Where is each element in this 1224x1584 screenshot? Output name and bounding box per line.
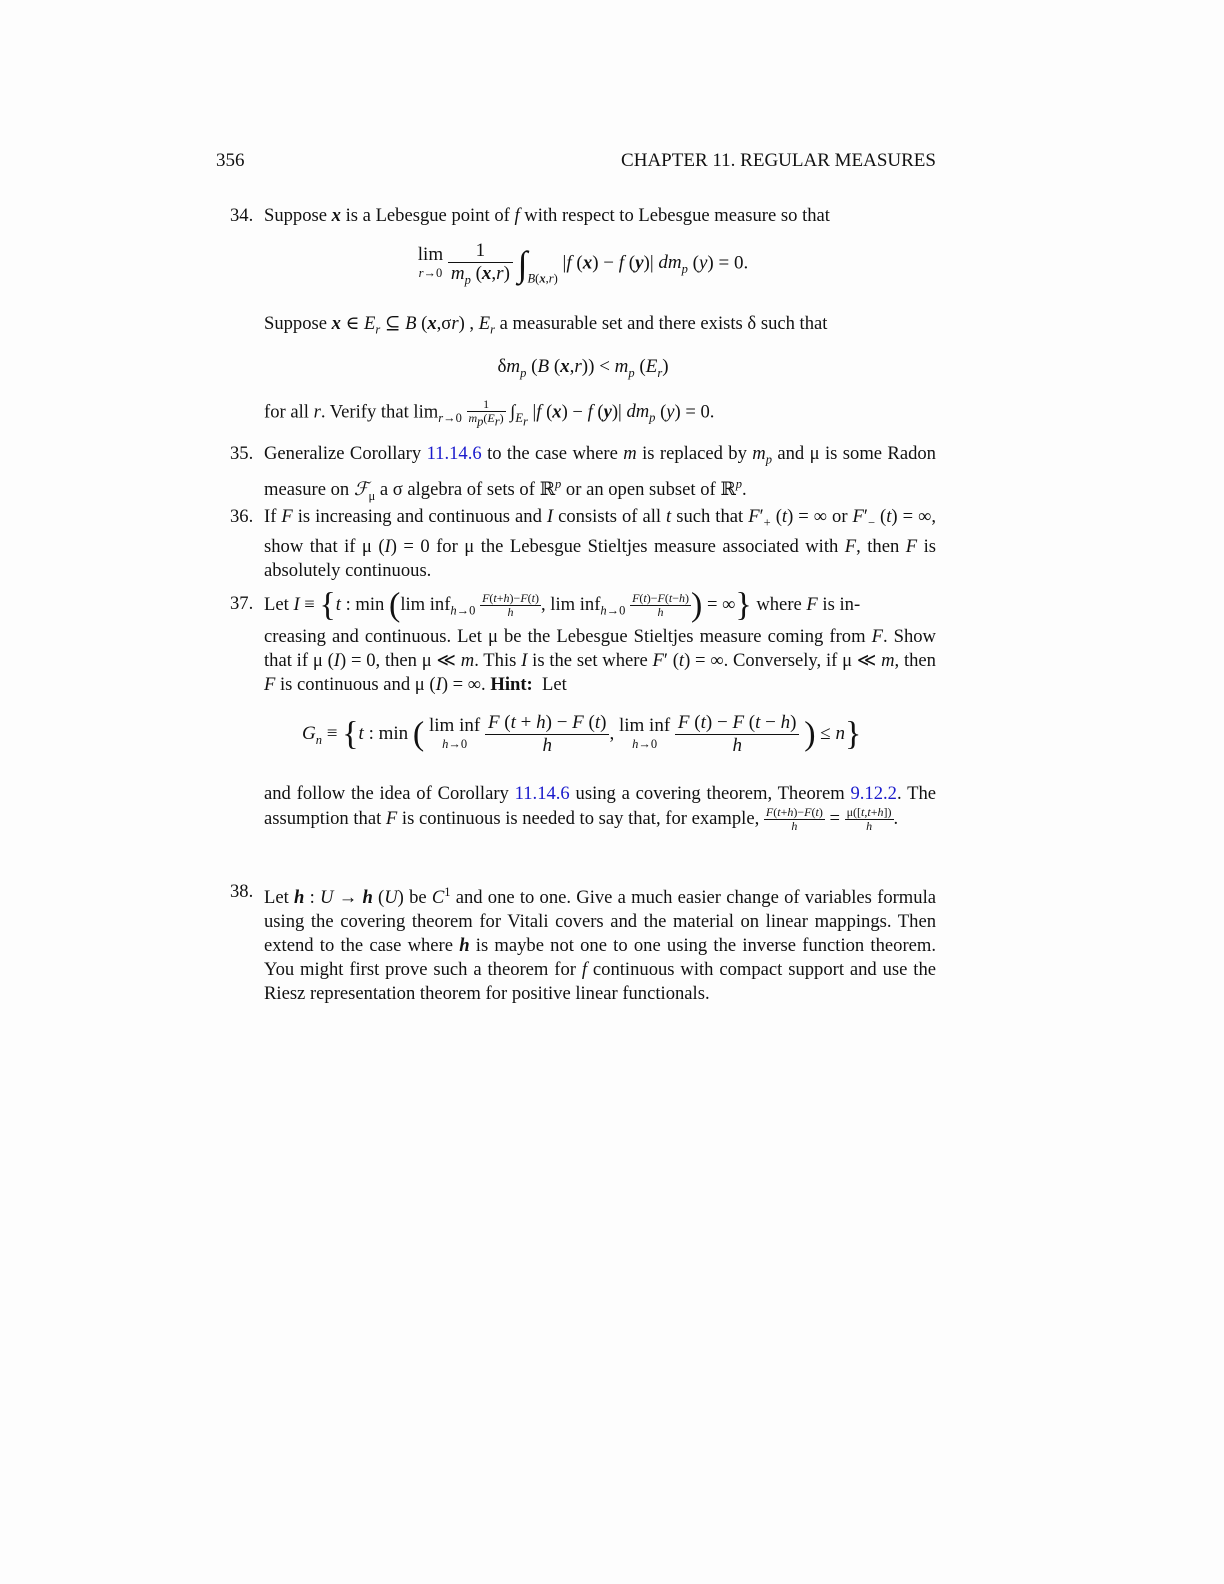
page: 356 CHAPTER 11. REGULAR MEASURES 34. Suppose x is a Lebesgue point of f with respect to Lebesgue measure so that lim r→0 $\frac{1}{m_p (x,r)}$ $\int_{B(x,r)}$ |f (x) − f (y)| $dm_p$ (y) = 0. Suppose x ∈ $E_r$ ⊆ B (x,σr) , $E_r$ a measurable set and there exists δ such that $\delta m_p$ (B $(x,r)) < m_p$ $(E_r)$ for all r. Verify that $\lim_{r\to 0}$ $\frac{1}{m_p(E_r)}$ $\int_{E_r}$ |f (x) − f (y)| $dm_p$ (y) = 0. 35. Generalize Corollary 11.14.6 to the case where m is replaced by $m_p$ and μ is some Radon measure on ℱ$_\mu$ a σ algebra of sets of ℝ$^p$ or an open subset of ℝ$^p$. 36. If F is increasing and continuous and I consists of all t such that $F'_+$ (t) = ∞ or $F'_-$ (t) = ∞, show that if μ (I) = 0 for μ the Lebesgue Stieltjes measure associated with F, then F is absolutely continuous. 37. Let I ≡ {t : min (lim inf$_{h\to 0}$ $\frac{F(t+h)-F(t)}{h}$ , lim inf$_{h\to 0}$ $\frac{F(t)-F(t-h)}{h}$ ) = ∞} where F is in- creasing and continuous. Let μ be the Lebesgue Stieltjes measure coming from F. Show that if μ (I) = 0, then μ ≪ m. This I is the set where F′ (t) = ∞. Conversely, if μ ≪ m, then F is continuous and μ (I) = ∞. Hint: Let $G_n \equiv \{t$ : min ( lim inf h→0 $\frac{F (t + h) - F (t)}{h}$ , lim inf h→0 $\frac{F (t) - F (t - h)}{h}$ ) ≤ n} and follow the idea of Corollary 11.14.6 using a covering theorem, Theorem 9.12.2. The assumption that F is continuous is needed to say that, for example, $\frac{F(t+h)-F(t)}{h}$ = $\frac{\mu([t,t+h])}{h}$ . 38. Let h : U → h (U) be $C^1$ and one to one. Give a much easier change of variables formula using the covering theorem for Vitali covers and the material on linear mappings. Then extend to the case where h is maybe not one to one using the inverse function theorem. You might first prove such a theorem for f continuous with compact support and use the Riesz representation theorem for positive linear functionals. xyxy=(216,150,936,1005)
equation-gn: $G_n \equiv \{t$ : min ( lim inf h→0 $\frac{F (t + h) - F (t)}{h}$ , lim inf h→0 $\frac{F (t) - F (t - h)}{h}$ ) ≤ n} xyxy=(302,712,862,756)
exercise-number: 34. xyxy=(230,205,254,226)
exercise-34-intro: Suppose x is a Lebesgue point of f with respect to Lebesgue measure so that xyxy=(264,205,830,226)
theorem-link[interactable]: 9.12.2 xyxy=(850,783,897,804)
equation-lebesgue-point: lim r→0 $\frac{1}{m_p (x,r)}$ $\int_{B(x,r)}$ |f (x) − f (y)| $dm_p$ (y) = 0. xyxy=(417,240,749,287)
page-number: 356 xyxy=(216,150,245,171)
exercise-number: 36. xyxy=(230,506,254,527)
exercise-number: 38. xyxy=(230,881,254,902)
hint-label: Hint: xyxy=(490,674,533,695)
chapter-title: CHAPTER 11. REGULAR MEASURES xyxy=(621,150,936,171)
equation-delta-bound: $\delta m_p$ (B $(x,r)) < m_p$ $(E_r)$ xyxy=(497,356,669,380)
exercise-number: 35. xyxy=(230,443,254,464)
corollary-link[interactable]: 11.14.6 xyxy=(426,443,482,464)
hint-let: Let xyxy=(542,674,567,695)
exercise-number: 37. xyxy=(230,593,254,614)
corollary-link[interactable]: 11.14.6 xyxy=(514,783,570,804)
exercise-37-definition: Let I ≡ {t : min (lim inf$_{h\to 0}$ $\frac{F(t+h)-F(t)}{h}$ , lim inf$_{h\to 0}$ $\frac{F(t)-F(t-h)}{h}$ ) = ∞} where F is in- xyxy=(264,586,861,624)
